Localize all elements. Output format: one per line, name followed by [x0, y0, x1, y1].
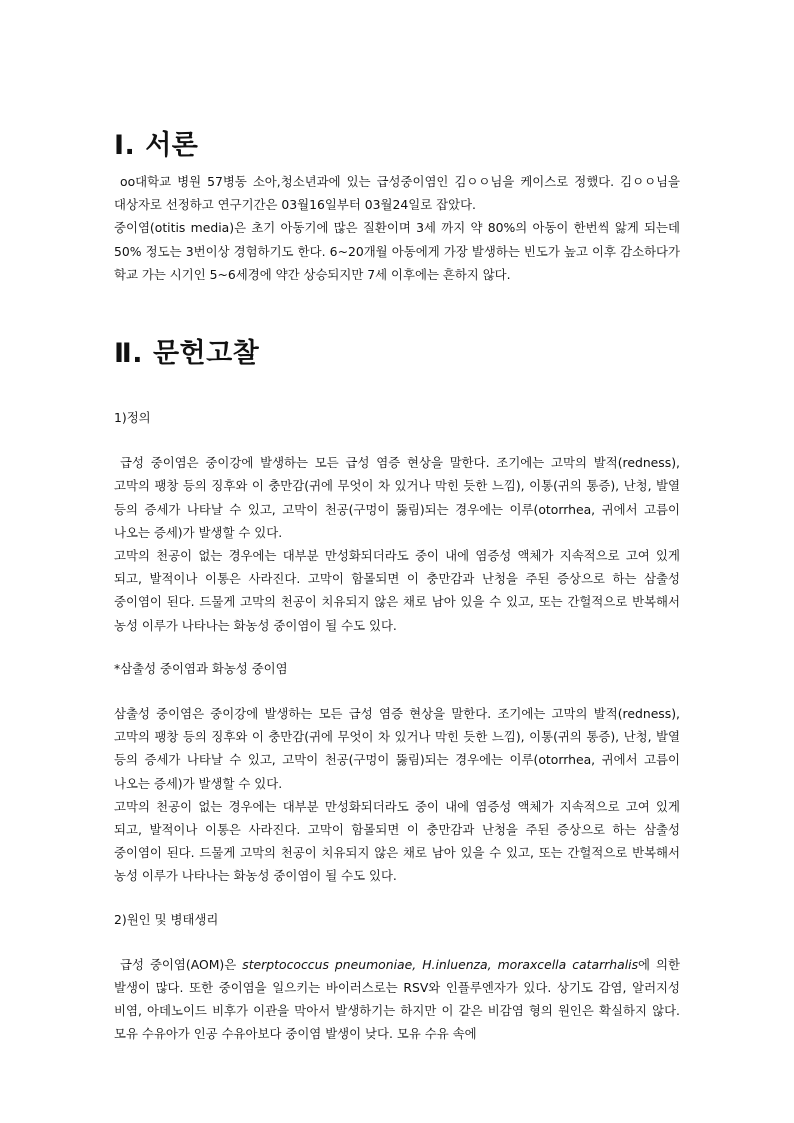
- effusion-paragraph-2: 고막의 천공이 없는 경우에는 대부분 만성화되더라도 중이 내에 염증성 액체가 지속적으로 고여 있게 되고, 발적이나 이통은 사라진다. 고막이 함몰되면 이 충만감과 난청을 주된 증상으로 하는 삼출성 중이염이 된다. 드물게 고막의 천공이 치유되지 않은 채로 남아 있을 수 있고, 또는 간헐적으로 반복해서 농성 이루가 나타나는 화농성 중이염이 될 수도 있다.: [114, 798, 680, 884]
- effusion-paragraph-1: 삼출성 중이염은 중이강에 발생하는 모든 급성 염증 현상을 말한다. 조기에는 고막의 발적(redness), 고막의 팽창 등의 징후와 이 충만감(귀에 무엇이 차 있거나 막힌 듯한 느낌), 이통(귀의 통증), 난청, 발열 등의 증세가 나타날 수 있고, 고막이 천공(구멍이 뚫림)되는 경우에는 이루(otorrhea, 귀에서 고름이 나오는 증세)가 발생할 수 있다.: [114, 706, 680, 791]
- pathogen-names: sterptococcus pneumoniae, H.inluenza, moraxcella catarrhalis: [242, 956, 639, 972]
- definition-paragraph-1: 급성 중이염은 중이강에 발생하는 모든 급성 염증 현상을 말한다. 조기에는 고막의 발적(redness), 고막의 팽창 등의 징후와 이 충만감(귀에 무엇이 차 있거나 막힌 듯한 느낌), 이통(귀의 통증), 난청, 발열 등의 증세가 나타날 수 있고, 고막이 천공(구멍이 뚫림)되는 경우에는 이루(otorrhea, 귀에서 고름이 나오는 증세)가 발생할 수 있다.: [114, 455, 680, 540]
- cause-paragraph-start: 급성 중이염(AOM)은: [120, 956, 243, 972]
- intro-paragraph-2: 중이염(otitis media)은 초기 아동기에 많은 질환이며 3세 까지 약 80%의 아동이 한번씩 앓게 되는데 50% 정도는 3번이상 경험하기도 한다. 6~20개월 아동에게 가장 발생하는 빈도가 높고 이후 감소하다가 학교 가는 시기인 5~6세경에 약간 상승되지만 7세 이후에는 흔하지 않다.: [114, 220, 680, 282]
- cause-paragraph: [114, 953, 680, 1046]
- subsection-heading-cause-pathophysiology: 2)원인 및 병태생리: [114, 911, 219, 927]
- document-page: [114, 128, 680, 1046]
- definition-paragraph-2: 고막의 천공이 없는 경우에는 대부분 만성화되더라도 중이 내에 염증성 액체가 지속적으로 고여 있게 되고, 발적이나 이통은 사라진다. 고막이 함몰되면 이 충만감과 난청을 주된 증상으로 하는 삼출성 중이염이 된다. 드물게 고막의 천공이 치유되지 않은 채로 남아 있을 수 있고, 또는 간헐적으로 반복해서 농성 이루가 나타나는 화농성 중이염이 될 수도 있다.: [114, 548, 680, 633]
- subsection-heading-effusion-vs-suppurative: *삼출성 중이염과 화농성 중이염: [114, 660, 288, 676]
- section-title-introduction: Ⅰ. 서론: [114, 130, 199, 161]
- cause-paragraph-rest: 에 의한 발생이 많다. 또한 중이염을 일으키는 바이러스로는 RSV와 인플루엔자가 있다. 상기도 감염, 알러지성 비염, 아데노이드 비후가 이관을 막아서 발생하기는 하지만 이 같은 비감염 형의 원인은 확실하지 않다. 모유 수유아가 인공 수유아보다 중이염 발생이 낮다. 모유 수유 속에: [114, 956, 680, 1042]
- subsection-heading-definition: 1)정의: [114, 410, 151, 426]
- section-title-literature-review: Ⅱ. 문헌고찰: [114, 338, 260, 370]
- intro-paragraph-1: oo대학교 병원 57병동 소아,청소년과에 있는 급성중이염인 김ㅇㅇ님을 케이스로 정했다. 김ㅇㅇ님을 대상자로 선정하고 연구기간은 03월16일부터 03월24일로 잡았다.: [114, 174, 680, 213]
